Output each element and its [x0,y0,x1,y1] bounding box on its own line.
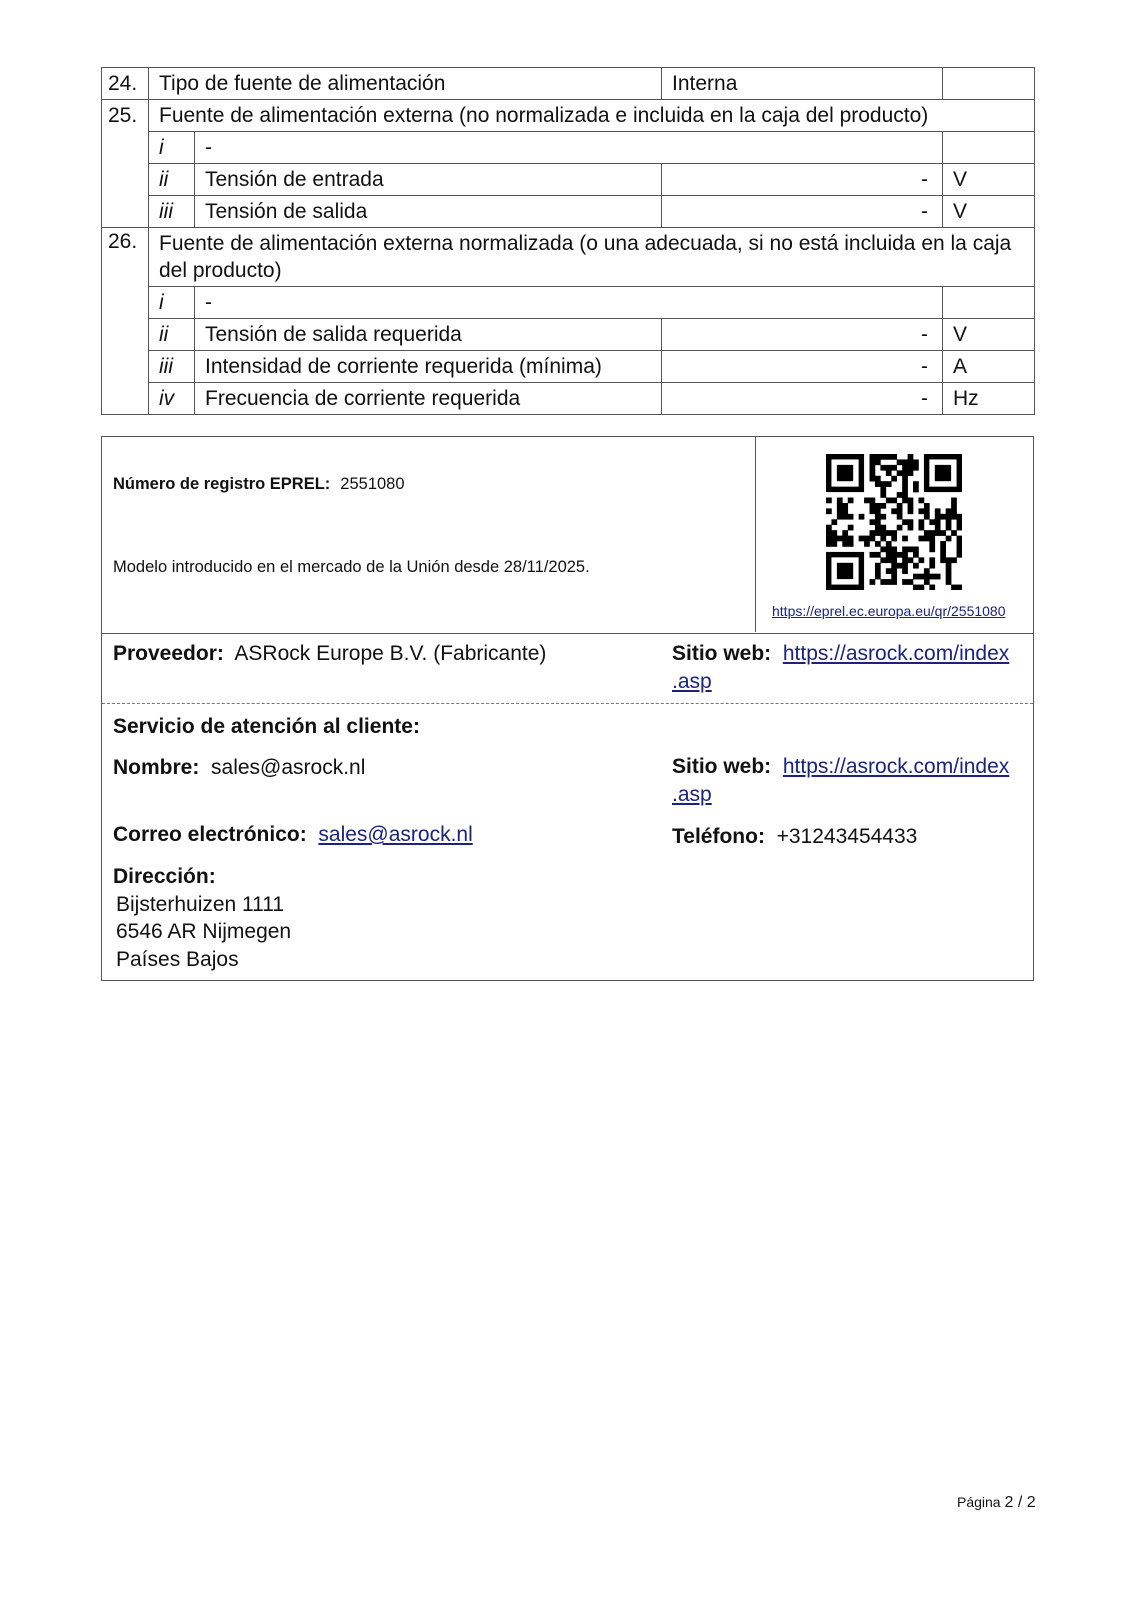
sub-number: iii [149,196,195,228]
row-number-empty [102,287,149,319]
row-number-empty [102,164,149,196]
row-number-empty [102,383,149,415]
qr-code-icon[interactable] [826,454,962,590]
eprel-info-box [101,436,1034,981]
sub-label: Tensión de entrada [195,164,662,196]
website-link-cont[interactable]: .asp [672,783,712,806]
name-label: Nombre: [113,756,200,779]
table-row [102,228,1035,287]
row-label: Fuente de alimentación externa normalizada (o una adecuada, si no está incluida en la caja del producto) [149,228,1035,287]
sub-value: - [662,196,943,228]
website-label: Sitio web: [672,642,772,665]
sub-value: - [662,319,943,351]
row-label: Fuente de alimentación externa (no normalizada e incluida en la caja del producto) [149,100,1035,132]
table-row [102,132,1035,164]
sub-number: i [149,132,195,164]
supplier-label: Proveedor: [113,642,224,665]
registration-panel [102,437,756,632]
supplier-name: ASRock Europe B.V. (Fabricante) [234,642,547,665]
row-number-empty [102,351,149,383]
phone-label: Teléfono: [672,825,765,848]
email-line [113,823,473,847]
page-word: Página [957,1494,1001,1510]
registration-number: 2551080 [340,475,405,493]
table-row [102,164,1035,196]
sub-unit: A [943,351,1035,383]
spec-table [101,67,1035,415]
row-number-empty [102,196,149,228]
sub-number: iv [149,383,195,415]
supplier-line [113,642,546,666]
row-number-empty [102,319,149,351]
qr-panel [756,437,1033,632]
name-value: sales@asrock.nl [211,756,366,779]
address-line: Países Bajos [116,947,239,971]
table-row [102,319,1035,351]
address-line: Bijsterhuizen 1111 [116,892,285,916]
sub-unit [943,132,1035,164]
market-intro-text: Modelo introducido en el mercado de la Unión desde 28/11/2025. [113,558,590,576]
phone-line [672,823,1022,851]
sub-unit [943,287,1035,319]
table-row [102,196,1035,228]
registration-line [113,475,405,494]
sub-number: ii [149,164,195,196]
sub-unit: V [943,196,1035,228]
sub-label: - [195,287,943,319]
page-number: 2 / 2 [1004,1494,1036,1511]
supplier-section [102,633,1033,704]
sub-label: Frecuencia de corriente requerida [195,383,662,415]
address-block [113,863,291,973]
sub-label: Tensión de salida [195,196,662,228]
address-line: 6546 AR Nijmegen [116,920,292,943]
table-row [102,68,1035,100]
sub-value: - [662,383,943,415]
row-number: 24. [102,68,149,100]
table-row [102,287,1035,319]
table-row [102,383,1035,415]
sub-label: Tensión de salida requerida [195,319,662,351]
row-number: 26. [102,228,149,287]
page-footer [957,1494,1036,1512]
address-label: Dirección: [113,865,216,888]
sub-unit: Hz [943,383,1035,415]
service-website [672,753,1022,809]
sub-value: - [662,164,943,196]
email-label: Correo electrónico: [113,823,307,846]
sub-number: iii [149,351,195,383]
email-link[interactable]: sales@asrock.nl [318,823,473,846]
phone-value: +31243454433 [776,825,918,848]
sub-unit: V [943,164,1035,196]
table-row [102,351,1035,383]
website-link[interactable]: https://asrock.com/index [782,755,1010,778]
website-label: Sitio web: [672,755,772,778]
sub-number: ii [149,319,195,351]
sub-unit: V [943,319,1035,351]
row-number: 25. [102,100,149,132]
row-number-empty [102,132,149,164]
row-label: Tipo de fuente de alimentación [149,68,662,100]
row-unit [943,68,1035,100]
sub-label: Intensidad de corriente requerida (mínima) [195,351,662,383]
contact-name-line [113,756,365,780]
sub-number: i [149,287,195,319]
supplier-website [672,640,1022,696]
qr-link[interactable]: https://eprel.ec.europa.eu/qr/2551080 [772,603,1006,619]
table-row [102,100,1035,132]
row-value: Interna [662,68,943,100]
customer-service-title: Servicio de atención al cliente: [113,715,420,738]
website-link-cont[interactable]: .asp [672,670,712,693]
website-link[interactable]: https://asrock.com/index [782,642,1010,665]
registration-label: Número de registro EPREL: [113,475,331,493]
sub-value: - [662,351,943,383]
sub-label: - [195,132,943,164]
